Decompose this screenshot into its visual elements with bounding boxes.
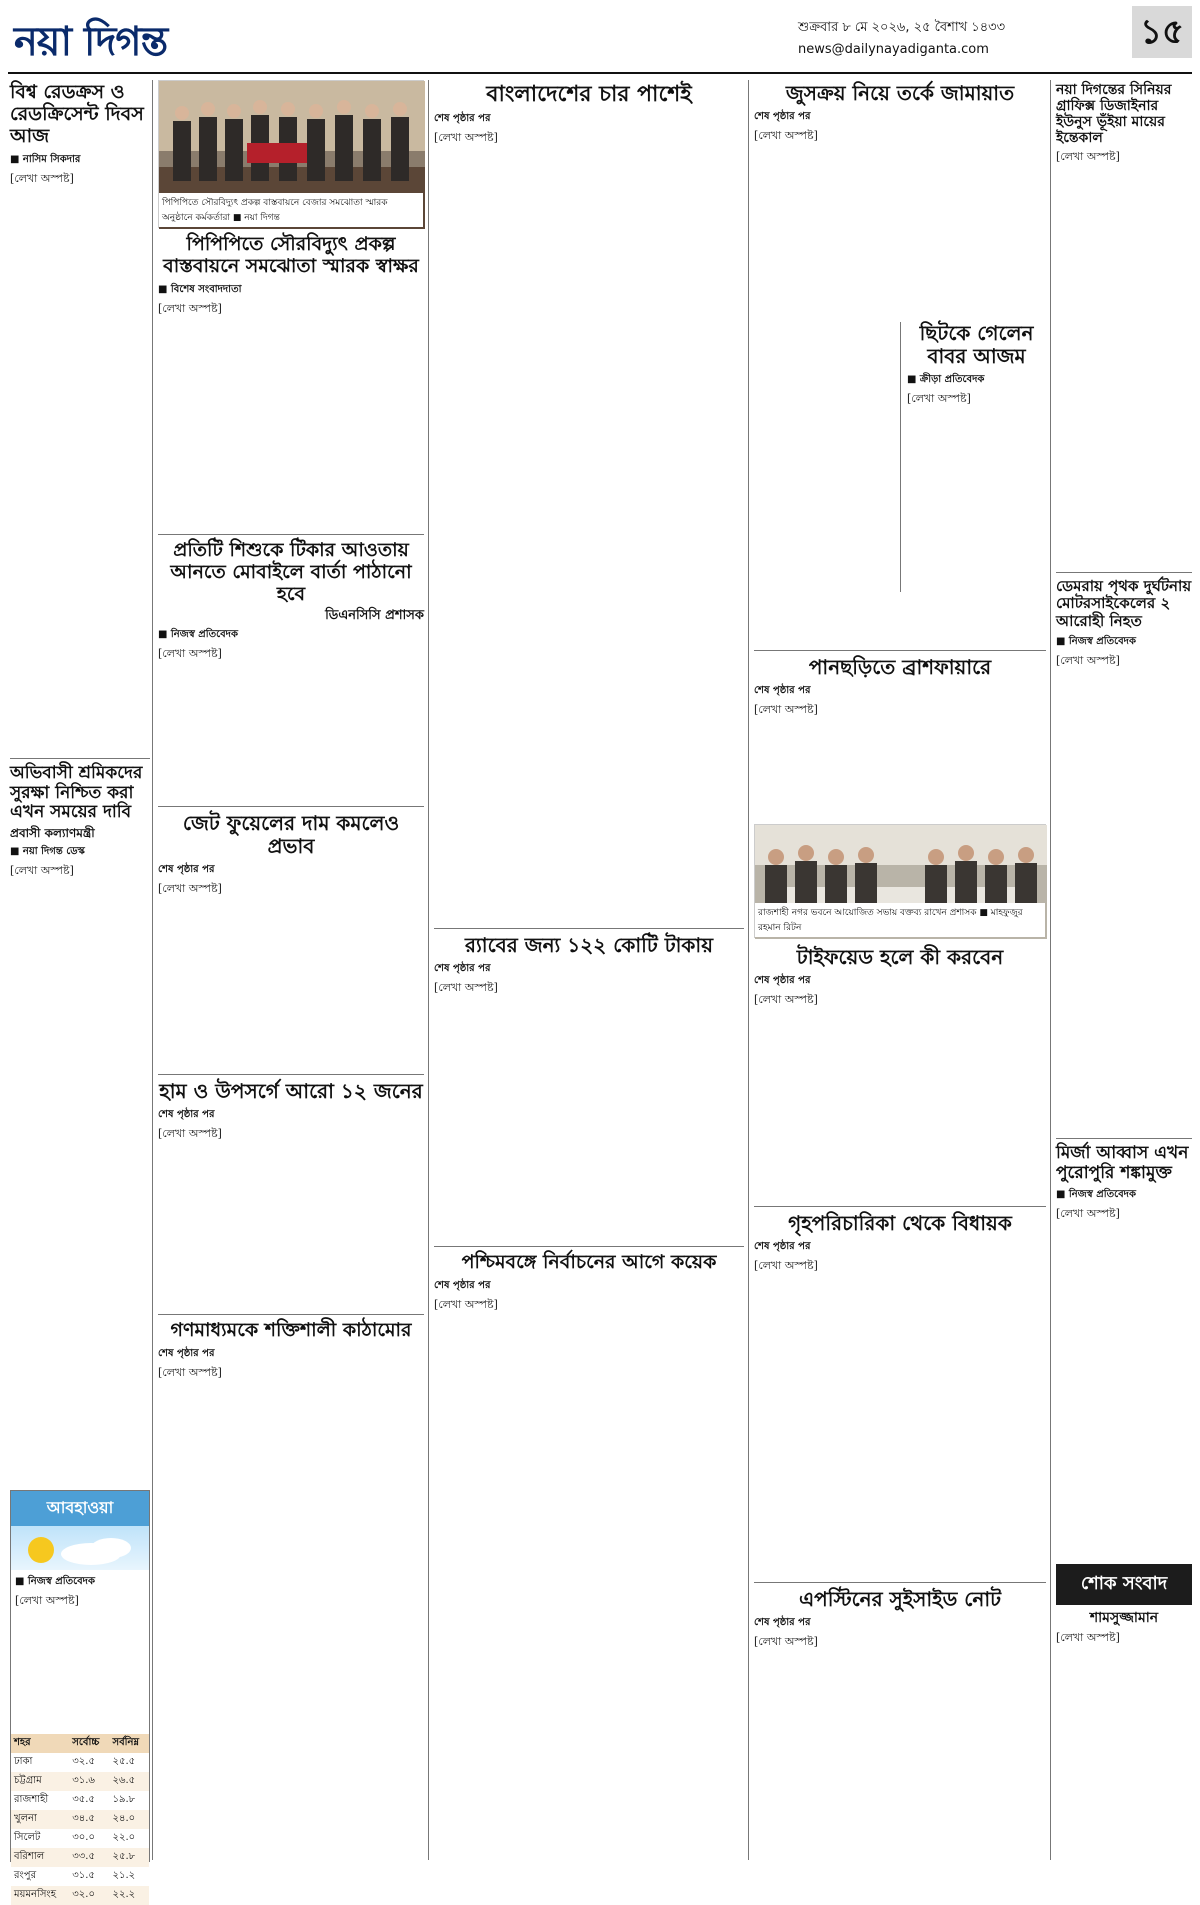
mou-signing-photo[interactable] [158, 80, 424, 228]
weather-body: [লেখা অস্পষ্ট] [15, 1594, 79, 1607]
column-divider [748, 80, 749, 1860]
headline[interactable]: গণমাধ্যমকে শক্তিশালী কাঠামোর [170, 1319, 412, 1341]
obituary-title: শোক সংবাদ [1056, 1564, 1192, 1605]
headline[interactable]: পানছড়িতে ব্রাশফায়ারে [808, 655, 992, 679]
section-rule [754, 1206, 1046, 1207]
article-west-bengal-election[interactable] [434, 1252, 744, 1860]
article-media-structure[interactable] [158, 1320, 424, 1860]
section-rule [158, 1314, 424, 1315]
obituary-body: [লেখা অস্পষ্ট] [1056, 1631, 1120, 1645]
article-body: [লেখা অস্পষ্ট] [754, 1259, 818, 1272]
article-demra-accident[interactable] [1056, 578, 1192, 1134]
article-typhoid[interactable] [754, 946, 1046, 1202]
article-rab-budget[interactable] [434, 934, 744, 1242]
weather-title: আবহাওয়া [11, 1491, 149, 1526]
byline: ■ নিজস্ব প্রতিবেদক [1056, 635, 1136, 647]
article-body: [লেখা অস্পষ্ট] [434, 981, 498, 994]
headline[interactable]: বাংলাদেশের চার পাশেই [486, 82, 692, 107]
byline: শেষ পৃষ্ঠার পর [434, 1279, 491, 1291]
obituary-box[interactable] [1056, 1564, 1192, 1860]
table-row: ময়মনসিংহ ৩২.০ ২২.২ [11, 1886, 149, 1905]
table-header: শহর [14, 1737, 31, 1748]
headline[interactable]: র‍্যাবের জন্য ১২২ কোটি টাকায় [464, 933, 714, 957]
byline: শেষ পৃষ্ঠার পর [754, 1617, 811, 1628]
headline[interactable]: ছিটকে গেলেন বাবর আজম [919, 321, 1034, 368]
newspaper-logo[interactable]: নয়া দিগন্ত [14, 19, 168, 65]
headline[interactable]: ডেমরায় পৃথক দুর্ঘটনায় মোটরসাইকেলের ২ আরোহী নিহত [1056, 577, 1192, 630]
section-rule [158, 1074, 424, 1075]
top-rule [8, 72, 1192, 74]
byline: শেষ পৃষ্ঠার পর [434, 113, 491, 125]
section-rule [158, 806, 424, 807]
article-body: [লেখা অস্পষ্ট] [754, 129, 818, 142]
byline: শেষ পৃষ্ঠার পর [754, 975, 811, 986]
table-row: চট্টগ্রাম ৩১.৬ ২৬.৫ [11, 1772, 149, 1791]
headline[interactable]: অভিবাসী শ্রমিকদের সুরক্ষা নিশ্চিত করা এখন সময়ের দাবি [10, 763, 143, 823]
byline: শেষ পৃষ্ঠার পর [754, 1241, 811, 1252]
article-body: [লেখা অস্পষ্ট] [1056, 653, 1120, 667]
headline[interactable]: এপস্টিনের সুইসাইড নোট [798, 1587, 1002, 1611]
headline[interactable]: গৃহপরিচারিকা থেকে বিধায়ক [788, 1211, 1012, 1235]
byline: ■ নিজস্ব প্রতিবেদক [15, 1576, 95, 1587]
table-row: সিলেট ৩০.০ ২২.০ [14, 1832, 136, 1843]
byline: শেষ পৃষ্ঠার পর [158, 1347, 215, 1359]
section-rule [754, 650, 1046, 651]
article-babar-azam[interactable] [900, 322, 1046, 592]
article-body: [লেখা অস্পষ্ট] [10, 864, 74, 878]
byline: ■ নিজস্ব প্রতিবেদক [1056, 1189, 1136, 1201]
article-body: [লেখা অস্পষ্ট] [10, 171, 74, 185]
section-rule [1056, 572, 1192, 573]
weather-sun-icon [11, 1526, 149, 1570]
obituary-name: শামসুজ্জামান [1089, 1610, 1159, 1626]
column-divider [1050, 80, 1051, 1860]
article-panchhari-brushfire[interactable] [754, 656, 1046, 824]
headline[interactable]: পিপিপিতে সৌরবিদ্যুৎ প্রকল্প বাস্তবায়নে সমঝোতা স্মারক স্বাক্ষর [163, 233, 419, 277]
article-body: [লেখা অস্পষ্ট] [434, 1297, 498, 1311]
article-body: [লেখা অস্পষ্ট] [158, 1127, 222, 1140]
page-number: ১৫ [1132, 6, 1192, 58]
table-row: রাজশাহী ৩৫.৫ ১৯.৮ [14, 1794, 136, 1805]
article-body: [লেখা অস্পষ্ট] [754, 993, 818, 1006]
article-mirza-abbas[interactable] [1056, 1144, 1192, 1556]
article-body: [লেখা অস্পষ্ট] [434, 131, 498, 145]
byline: শেষ পৃষ্ঠার পর [754, 685, 811, 696]
article-redcross[interactable] [10, 82, 150, 752]
table-row: বরিশাল ৩৩.৫ ২৫.৮ [11, 1848, 149, 1867]
article-child-vaccine[interactable] [158, 540, 424, 802]
section-rule [10, 758, 150, 759]
column-divider [428, 80, 429, 1860]
article-body: [লেখা অস্পষ্ট] [754, 703, 818, 716]
section-rule [158, 534, 424, 535]
issue-date: শুক্রবার ৮ মে ২০২৬, ২৫ বৈশাখ ১৪৩৩ [798, 20, 1006, 35]
article-migrant-workers[interactable] [10, 764, 150, 1484]
contact-email[interactable]: news@dailynayadiganta.com [798, 42, 989, 57]
article-solar-ppp[interactable] [158, 234, 424, 530]
article-designer-mother-death[interactable] [1056, 82, 1192, 568]
headline[interactable]: বিশ্ব রেডক্রস ও রেডক্রিসেন্ট দিবস আজ [10, 81, 144, 147]
article-body: [লেখা অস্পষ্ট] [158, 882, 222, 895]
weather-table [11, 1734, 149, 1905]
byline: ■ নিজস্ব প্রতিবেদক [158, 629, 238, 641]
byline: ■ নাসিম সিকদার [10, 153, 81, 165]
headline[interactable]: হাম ও উপসর্গে আরো ১২ জনের [159, 1079, 423, 1103]
table-header: সর্বোচ্চ [72, 1737, 100, 1748]
headline[interactable]: জেট ফুয়েলের দাম কমলেও প্রভাব [182, 811, 400, 858]
article-domestic-worker-mla[interactable] [754, 1212, 1046, 1578]
headline[interactable]: প্রতিটি শিশুকে টিকার আওতায় আনতে মোবাইলে বার্তা পাঠানো হবে [170, 539, 412, 605]
headline[interactable]: মির্জা আব্বাস এখন পুরোপুরি শঙ্কামুক্ত [1056, 1143, 1189, 1183]
byline: ■ ক্রীড়া প্রতিবেদক [907, 374, 985, 385]
headline[interactable]: নয়া দিগন্তের সিনিয়র গ্রাফিক্স ডিজাইনার ইউনুস ভূঁইয়া মায়ের ইন্তেকাল [1056, 82, 1172, 147]
byline: শেষ পৃষ্ঠার পর [754, 111, 811, 122]
article-body: [লেখা অস্পষ্ট] [907, 392, 971, 405]
masthead [8, 6, 1192, 68]
section-rule [1056, 1138, 1192, 1139]
section-rule [434, 1246, 744, 1247]
rajshahi-meeting-photo[interactable] [754, 824, 1046, 938]
article-bangladesh-surroundings[interactable] [434, 82, 744, 924]
column-divider [152, 80, 153, 1860]
table-header: সর্বনিম্ন [112, 1737, 140, 1748]
headline[interactable]: জুসক্রয় নিয়ে তর্কে জামায়াত [785, 81, 1015, 105]
weather-box [10, 1490, 150, 1900]
photo-caption: রাজশাহী নগর ভবনে আয়োজিত সভায় বক্তব্য রাখেন প্রশাসক ■ মাহফুজুর রহমান রিটন [755, 903, 1045, 937]
article-measles[interactable] [158, 1080, 424, 1310]
headline[interactable]: পশ্চিমবঙ্গে নির্বাচনের আগে কয়েক [461, 1251, 717, 1273]
article-body: [লেখা অস্পষ্ট] [158, 1365, 222, 1379]
photo-caption: পিপিপিতে সৌরবিদ্যুৎ প্রকল্প বাস্তবায়নে বেজার সমঝোতা স্মারক অনুষ্ঠানে কর্মকর্তারা ■ নয়া দিগন্ত [159, 193, 423, 227]
article-jet-fuel[interactable] [158, 812, 424, 1070]
table-row: রংপুর ৩১.৫ ২১.২ [14, 1870, 136, 1881]
article-body: [লেখা অস্পষ্ট] [158, 301, 222, 315]
table-row: ঢাকা ৩২.৫ ২৫.৫ [14, 1756, 136, 1767]
table-row: খুলনা ৩৪.৫ ২৪.০ [11, 1810, 149, 1829]
byline: ■ বিশেষ সংবাদদাতা [158, 283, 242, 295]
sub-headline: প্রবাসী কল্যাণমন্ত্রী [10, 825, 95, 840]
byline: শেষ পৃষ্ঠার পর [158, 1109, 215, 1120]
byline: ■ নয়া দিগন্ত ডেস্ক [10, 846, 85, 858]
article-body: [লেখা অস্পষ্ট] [1056, 150, 1120, 164]
article-body: [লেখা অস্পষ্ট] [1056, 1207, 1120, 1221]
section-rule [434, 928, 744, 929]
section-rule [754, 1582, 1046, 1583]
article-body: [লেখা অস্পষ্ট] [158, 647, 222, 661]
article-epstein-note[interactable] [754, 1588, 1046, 1860]
byline: শেষ পৃষ্ঠার পর [434, 963, 491, 974]
byline: শেষ পৃষ্ঠার পর [158, 864, 215, 875]
headline[interactable]: টাইফয়েড হলে কী করবেন [796, 945, 1004, 969]
article-body: [লেখা অস্পষ্ট] [754, 1635, 818, 1648]
sub-headline: ডিএনসিসি প্রশাসক [325, 607, 424, 623]
